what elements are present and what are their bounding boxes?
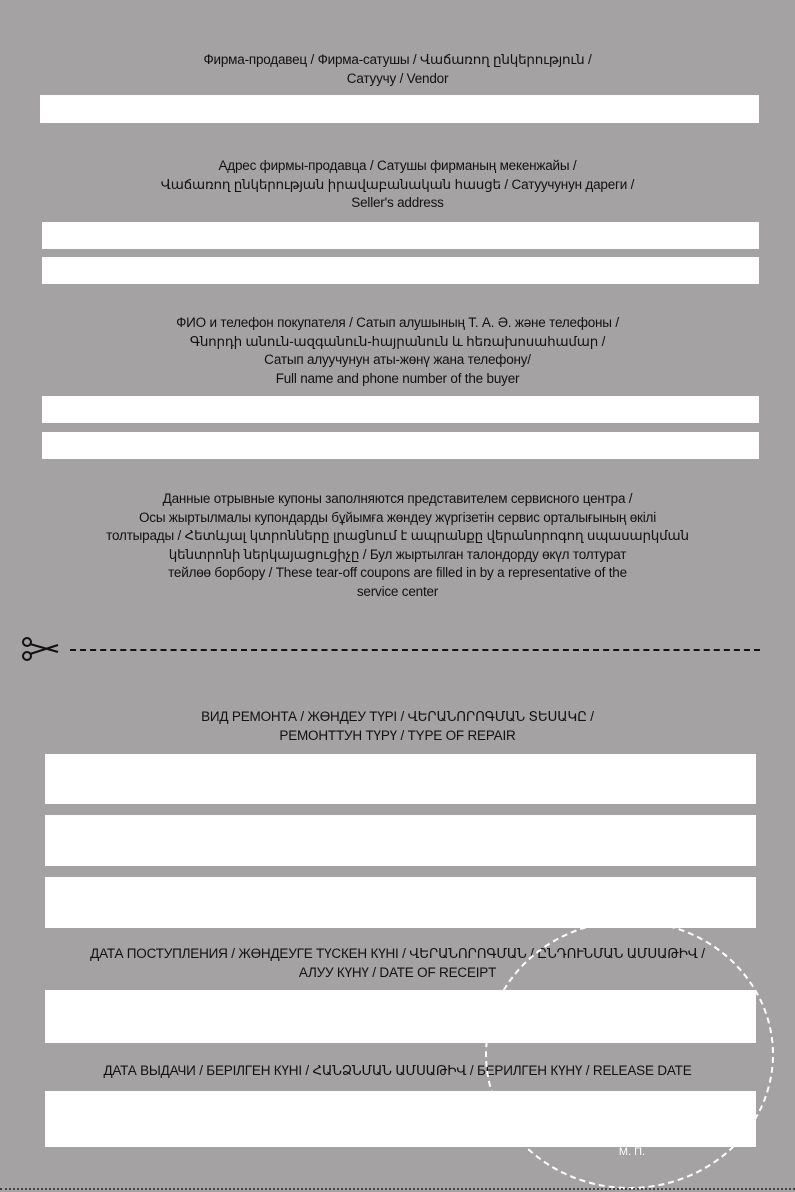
service-center-note: Данные отрывные купоны заполняются представителем сервисного центра / Осы жыртылмалы купондарды бұйымға жөндеу жүргізетін сервис орталығының өкілі толтырады / Հետևյալ կտրոնները լրացնում է ապրանքը վերանորոգող սպասարկման կենտրոնի ներկայացուցիչը / Бул жыртылган талондорду өкүл толтурат тейлөө борбору / These tear-off coupons are filled in by a representative of the service center [106, 491, 689, 599]
seller-address-label: Адрес фирмы-продавца / Сатушы фирманың мекенжайы / Վաճառող ընկերության իրավաբանական հասցե / Сатуучунун дареги / Seller's address [160, 158, 635, 210]
receipt-date-label: ДАТА ПОСТУПЛЕНИЯ / ЖӨНДЕУГЕ ТҮСКЕН КҮНІ / ՎԵՐԱՆՈՐՈԳՄԱՆ / ԸՆԴՈՒՆՄԱՆ ԱՄՍԱԹԻՎ / АЛУУ КҮНҮ / DATE OF RECEIPT [90, 946, 705, 980]
bottom-edge [0, 1188, 795, 1190]
buyer-field-1[interactable] [42, 396, 759, 423]
repair-type-field-2[interactable] [45, 815, 756, 866]
repair-type-label: ВИД РЕМОНТА / ЖӨНДЕУ ТҮРІ / ՎԵՐԱՆՈՐՈԳՄԱՆ ՏԵՍԱԿԸ / РЕМОНТТУН ТҮРҮ / TYPE OF REPAIR [201, 709, 594, 743]
buyer-field-2[interactable] [42, 432, 759, 459]
vendor-field[interactable] [40, 95, 759, 123]
scissors-icon [20, 636, 60, 662]
seller-address-field-1[interactable] [42, 222, 759, 249]
buyer-label: ФИО и телефон покупателя / Сатып алушының Т. А. Ә. және телефоны / Գնորդի անուն-ազգանուն-հայրանուն և հեռախոսահամար / Сатып алуучунун аты-жөнү жана телефону/ Full name and phone number of the buyer [176, 315, 619, 386]
vendor-label: Фирма-продавец / Фирма-сатушы / Վաճառող ընկերություն / Сатуучу / Vendor [203, 52, 592, 86]
repair-type-field-1[interactable] [45, 754, 756, 804]
stamp-label: М. П. [618, 1146, 646, 1158]
seller-address-field-2[interactable] [42, 257, 759, 284]
release-date-label: ДАТА ВЫДАЧИ / БЕРІЛГЕН КҮНІ / ՀԱՆՁՆՄԱՆ ԱՄՍԱԹԻՎ / БЕРИЛГЕН КҮНҮ / RELEASE DATE [103, 1063, 692, 1078]
tear-off-line [70, 649, 760, 651]
